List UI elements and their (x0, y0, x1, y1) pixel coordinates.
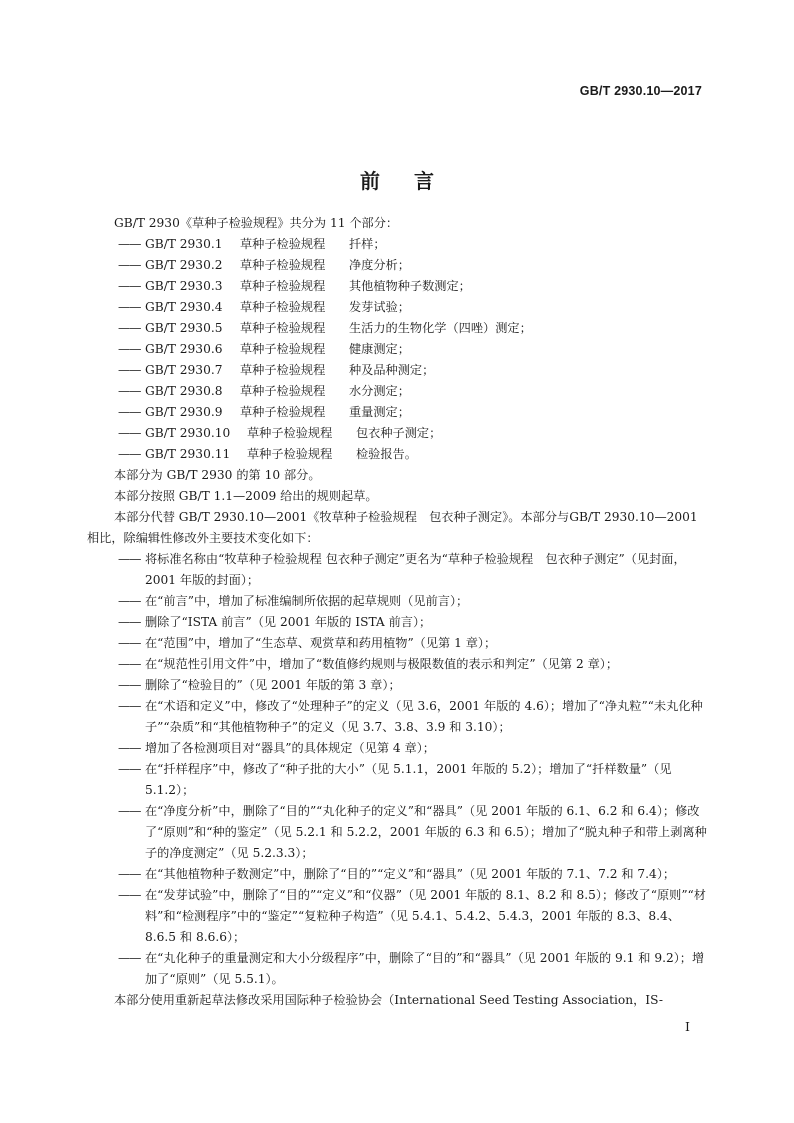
part-item: —— GB/T 2930.7 草种子检验规程 种及品种测定； (87, 360, 707, 381)
parts-list (87, 234, 707, 465)
change-item: —— 在“范围”中，增加了“生态草、观赏草和药用植物”（见第 1 章）； (87, 633, 707, 654)
dash-mark: —— (118, 762, 141, 776)
change-item: —— 增加了各检测项目对“器具”的具体规定（见第 4 章）； (87, 738, 707, 759)
change-item: —— 在“其他植物种子数测定”中，删除了“目的”“定义”和“器具”（见 2001 年版的 7.1、7.2 和 7.4）； (87, 864, 707, 885)
change-item: —— 在“净度分析”中，删除了“目的”“丸化种子的定义”和“器具”（见 2001 年版的 6.1、6.2 和 6.4）；修改了“原则”和“种的鉴定”（见 5.2.1 和 5.2.2，2001 年版的 6.3 和 6.5）；增加了“脱丸种子和带上剥离种子的净度测定”（见 5.2.3.3）； (87, 801, 707, 864)
part-item: —— GB/T 2930.1 草种子检验规程 扦样； (87, 234, 707, 255)
part-item: —— GB/T 2930.10 草种子检验规程 包衣种子测定； (87, 423, 707, 444)
part-item: —— GB/T 2930.6 草种子检验规程 健康测定； (87, 339, 707, 360)
dash-mark: —— (118, 342, 141, 356)
part-item: —— GB/T 2930.5 草种子检验规程 生活力的生物化学（四唑）测定； (87, 318, 707, 339)
dash-mark: —— (118, 615, 141, 629)
dash-mark: —— (118, 447, 141, 461)
dash-mark: —— (118, 258, 141, 272)
change-item: —— 在“扦样程序”中，修改了“种子批的大小”（见 5.1.1，2001 年版的 5.2）；增加了“扦样数量”（见 5.1.2）； (87, 759, 707, 801)
dash-mark: —— (118, 363, 141, 377)
page-title: 前言 (360, 169, 468, 194)
change-item: —— 在“规范性引用文件”中，增加了“数值修约规则与极限数值的表示和判定”（见第 2 章）； (87, 654, 707, 675)
dash-mark: —— (118, 552, 141, 566)
document-body (87, 213, 707, 1011)
change-item: —— 删除了“ISTA 前言”（见 2001 年版的 ISTA 前言）； (87, 612, 707, 633)
dash-mark: —— (118, 699, 141, 713)
part-item: —— GB/T 2930.3 草种子检验规程 其他植物种子数测定； (87, 276, 707, 297)
dash-mark: —— (118, 237, 141, 251)
dash-mark: —— (118, 951, 141, 965)
change-item: —— 在“发芽试验”中，删除了“目的”“定义”和“仪器”（见 2001 年版的 8.1、8.2 和 8.5）；修改了“原则”“材料”和“检测程序”中的“鉴定”“复粒种子构造”（见 5.4.1、5.4.2、5.4.3，2001 年版的 8.3、8.4、8.6.5 和 8.6.6）； (87, 885, 707, 948)
intro-paragraph: GB/T 2930《草种子检验规程》共分为 11 个部分： (114, 216, 399, 230)
dash-mark: —— (118, 636, 141, 650)
dash-mark: —— (118, 384, 141, 398)
dash-mark: —— (118, 804, 141, 818)
dash-mark: —— (118, 657, 141, 671)
standard-number: GB/T 2930.10—2017 (579, 84, 702, 98)
ista-paragraph: 本部分使用重新起草法修改采用国际种子检验协会（International Seed Testing Association，IS- (114, 993, 664, 1007)
dash-mark: —— (118, 741, 141, 755)
change-item: —— 在“丸化种子的重量测定和大小分级程序”中，删除了“目的”和“器具”（见 2001 年版的 9.1 和 9.2）；增加了“原则”（见 5.5.1）。 (87, 948, 707, 990)
part-number-paragraph: 本部分为 GB/T 2930 的第 10 部分。 (114, 468, 321, 482)
part-item: —— GB/T 2930.11 草种子检验规程 检验报告。 (87, 444, 707, 465)
change-item: —— 将标准名称由“牧草种子检验规程 包衣种子测定”更名为“草种子检验规程 包衣种子测定”（见封面，2001 年版的封面）； (87, 549, 707, 591)
dash-mark: —— (118, 867, 141, 881)
part-item: —— GB/T 2930.4 草种子检验规程 发芽试验； (87, 297, 707, 318)
changes-list (87, 549, 707, 990)
part-item: —— GB/T 2930.2 草种子检验规程 净度分析； (87, 255, 707, 276)
dash-mark: —— (118, 321, 141, 335)
dash-mark: —— (118, 888, 141, 902)
page-folio: I (685, 1019, 690, 1034)
replaces-paragraph: 本部分代替 GB/T 2930.10—2001《牧草种子检验规程 包衣种子测定》。本部分与GB/T 2930.10—2001 相比，除编辑性修改外主要技术变化如下： (87, 510, 698, 545)
dash-mark: —— (118, 405, 141, 419)
dash-mark: —— (118, 594, 141, 608)
dash-mark: —— (118, 678, 141, 692)
dash-mark: —— (118, 279, 141, 293)
change-item: —— 删除了“检验目的”（见 2001 年版的第 3 章）； (87, 675, 707, 696)
drafting-rules-paragraph: 本部分按照 GB/T 1.1—2009 给出的规则起草。 (114, 489, 378, 503)
part-item: —— GB/T 2930.9 草种子检验规程 重量测定； (87, 402, 707, 423)
change-item: —— 在“术语和定义”中，修改了“处理种子”的定义（见 3.6，2001 年版的 4.6）；增加了“净丸粒”“未丸化种子”“杂质”和“其他植物种子”的定义（见 3.7、3.8、3.9 和 3.10）； (87, 696, 707, 738)
change-item: —— 在“前言”中，增加了标准编制所依据的起草规则（见前言）； (87, 591, 707, 612)
part-item: —— GB/T 2930.8 草种子检验规程 水分测定； (87, 381, 707, 402)
dash-mark: —— (118, 426, 141, 440)
dash-mark: —— (118, 300, 141, 314)
